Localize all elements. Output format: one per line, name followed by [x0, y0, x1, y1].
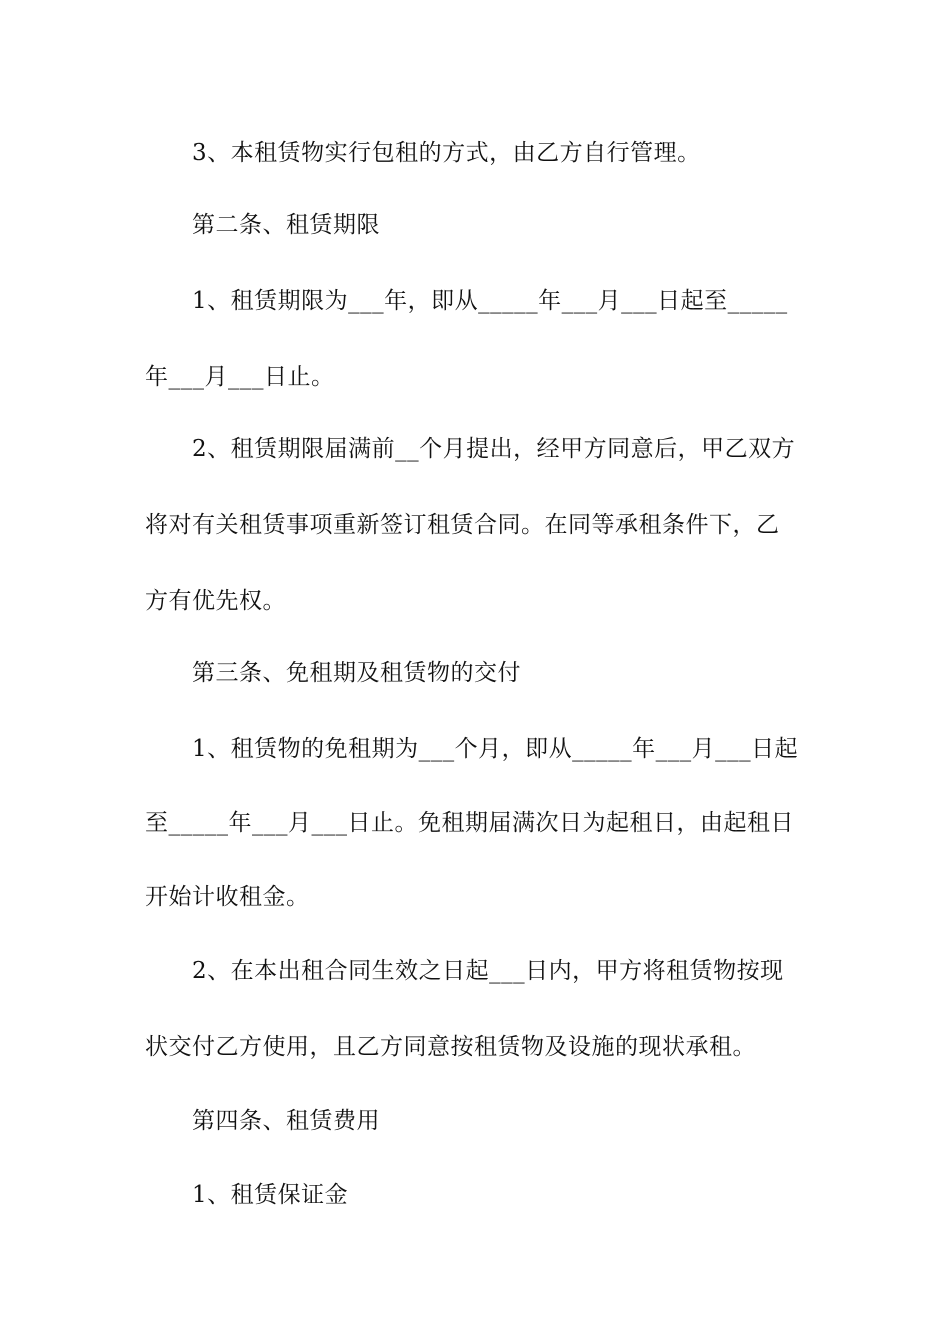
clause-line: 1、租赁期限为___年，即从_____年___月___日起至_____: [192, 288, 788, 314]
clause-line: 状交付乙方使用，且乙方同意按租赁物及设施的现状承租。: [145, 1034, 756, 1060]
clause-line: 1、租赁保证金: [192, 1182, 349, 1208]
clause-line: 年___月___日止。: [145, 364, 335, 390]
section-heading: 第四条、租赁费用: [192, 1108, 380, 1134]
clause-line: 方有优先权。: [145, 588, 286, 614]
clause-line: 至_____年___月___日止。免租期届满次日为起租日，由起租日: [145, 810, 794, 836]
clause-line: 将对有关租赁事项重新签订租赁合同。在同等承租条件下，乙: [145, 512, 780, 538]
section-heading: 第三条、免租期及租赁物的交付: [192, 660, 521, 686]
clause-line: 1、租赁物的免租期为___个月，即从_____年___月___日起: [192, 736, 799, 762]
clause-line: 3、本租赁物实行包租的方式，由乙方自行管理。: [192, 140, 701, 166]
section-heading: 第二条、租赁期限: [192, 212, 380, 238]
clause-line: 2、在本出租合同生效之日起___日内，甲方将租赁物按现: [192, 958, 784, 984]
clause-line: 2、租赁期限届满前__个月提出，经甲方同意后，甲乙双方: [192, 436, 796, 462]
clause-line: 开始计收租金。: [145, 884, 310, 910]
